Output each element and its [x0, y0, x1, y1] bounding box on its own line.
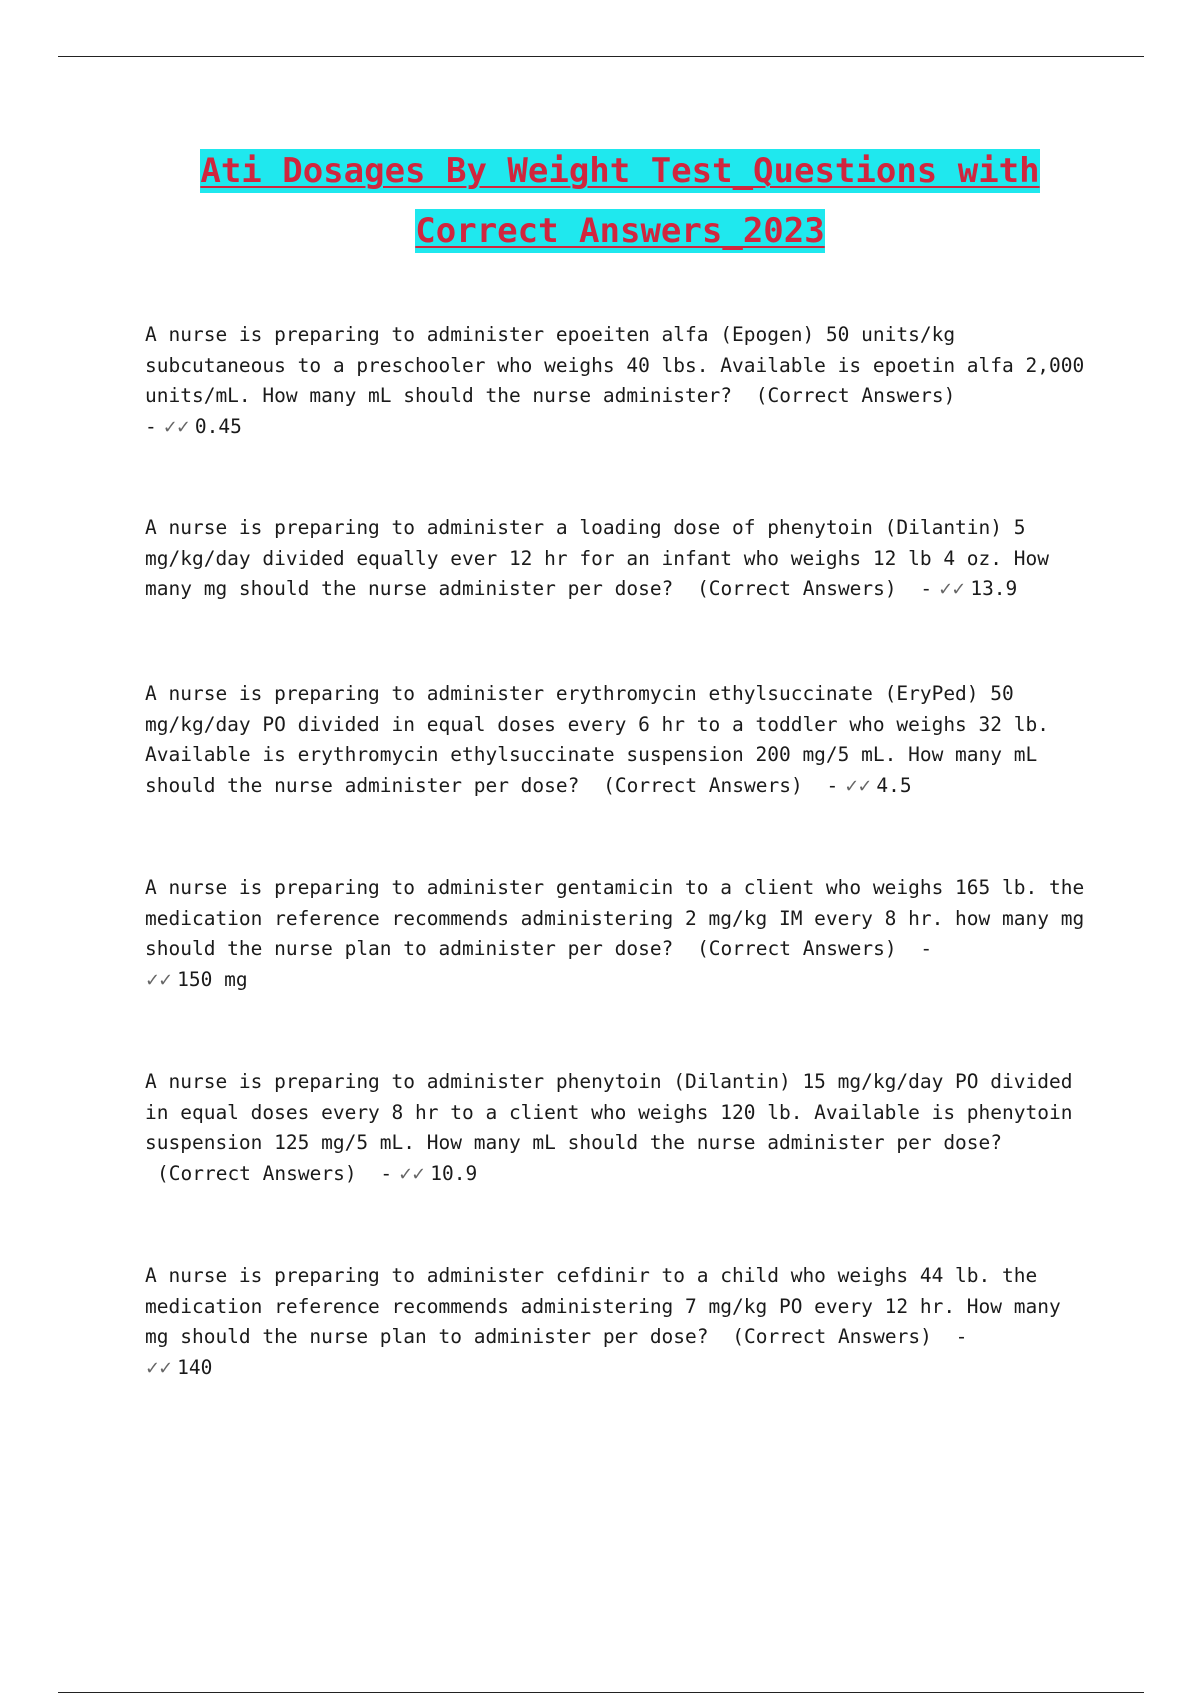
answer-label: (Correct Answers): [157, 1161, 357, 1185]
double-check-icon: ✓✓: [162, 416, 189, 438]
title-line-2: Correct Answers_2023: [415, 211, 825, 251]
question-item: [145, 873, 1095, 996]
double-check-icon: ✓✓: [844, 775, 871, 797]
answer-separator: -: [920, 577, 933, 600]
answer-value: 150 mg: [177, 967, 248, 991]
answer-value: 4.5: [876, 773, 912, 797]
top-rule: [58, 56, 1144, 57]
question-item: [145, 1261, 1095, 1384]
question-text: A nurse is preparing to administer gentamicin to a client who weighs 165 lb. the medication reference recommends administering 2 mg/kg IM every 8 hr. how many mg should the nurse plan to administer per dose?: [145, 876, 1085, 960]
double-check-icon: ✓✓: [398, 1163, 425, 1185]
question-item: [145, 1067, 1095, 1190]
answer-separator: -: [826, 773, 839, 797]
answer-separator: -: [380, 1161, 393, 1185]
answer-value: 13.9: [970, 577, 1018, 600]
document-title: [100, 144, 1140, 264]
question-text: A nurse is preparing to administer erythromycin ethylsuccinate (EryPed) 50 mg/kg/day PO divided in equal doses every 6 hr to a toddler who weighs 32 lb. Available is erythromycin ethylsuccinate suspension 200 mg/5 mL. How many mL should the nurse administer per dose?: [145, 682, 1049, 797]
title-line-1: Ati Dosages By Weight Test_Questions with: [200, 151, 1040, 191]
bottom-rule: [58, 1692, 1144, 1693]
question-text: A nurse is preparing to administer phenytoin (Dilantin) 15 mg/kg/day PO divided in equal doses every 8 hr to a client who weighs 120 lb. Available is phenytoin suspension 125 mg/5 mL. How many mL should the nurse administer per dose?: [145, 1070, 1073, 1154]
answer-label: (Correct Answers): [603, 773, 803, 797]
answer-value: 0.45: [194, 414, 242, 438]
answer-label: (Correct Answers): [697, 577, 897, 600]
answer-label: (Correct Answers): [755, 384, 956, 407]
answer-label: (Correct Answers): [697, 937, 897, 960]
question-item: [145, 679, 1095, 802]
question-text: A nurse is preparing to administer cefdinir to a child who weighs 44 lb. the medication reference recommends administering 7 mg/kg PO every 12 hr. How many mg should the nurse plan to administer per dose?: [145, 1264, 1061, 1348]
answer-label: (Correct Answers): [732, 1325, 932, 1348]
double-check-icon: ✓✓: [145, 1357, 172, 1379]
answer-separator: -: [920, 937, 933, 960]
answer-separator: -: [955, 1325, 968, 1348]
answer-value: 140: [177, 1355, 213, 1379]
question-item: [145, 513, 1095, 606]
answer-separator: -: [145, 414, 157, 438]
answer-value: 10.9: [430, 1161, 478, 1185]
question-text: A nurse is preparing to administer a loading dose of phenytoin (Dilantin) 5 mg/kg/day divided equally ever 12 hr for an infant who weighs 12 lb 4 oz. How many mg should the nurse administer per dose?: [145, 516, 1049, 600]
double-check-icon: ✓✓: [938, 579, 965, 600]
question-text: A nurse is preparing to administer epoeiten alfa (Epogen) 50 units/kg subcutaneous to a preschooler who weighs 40 lbs. Available is epoetin alfa 2,000 units/mL. How many mL should the nurse administer?: [145, 323, 1085, 407]
question-item: [145, 320, 1095, 443]
double-check-icon: ✓✓: [145, 969, 172, 991]
